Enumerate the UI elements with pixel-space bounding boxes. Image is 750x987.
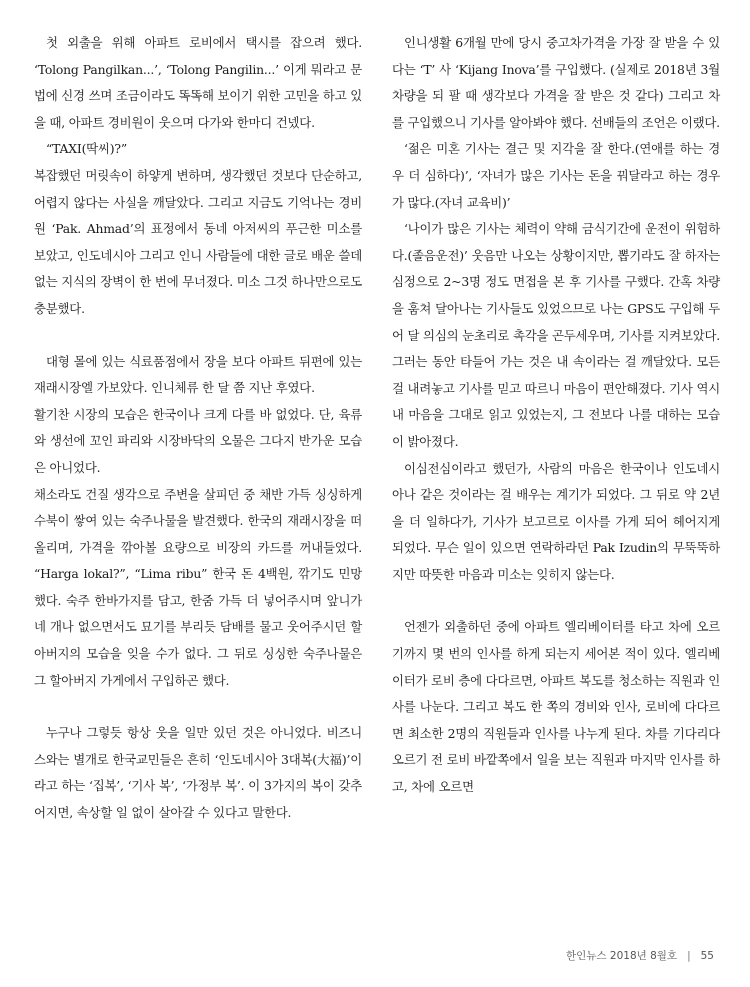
paragraph: 이심전심이라고 했던가, 사람의 마음은 한국이나 인도네시아나 같은 것이라는 걸 배우는 계기가 되었다. 그 뒤로 약 2년을 더 일하다가, 기사가 보고르로 이사를 가게 되어 헤어지게 되었다. 무슨 일이 있으면 연락하라던 Pak Izudin의 무뚝뚝하지만 따뜻한 마음과 미소는 잊히지 않는다. [392,460,720,582]
publication-name: 한인뉴스 2018년 8월호 [566,950,678,962]
paragraph: ‘나이가 많은 기사는 체력이 약해 금식기간에 운전이 위험하다.(졸음운전)’ 웃음만 나오는 상황이지만, 뽑기라도 잘 하자는 심정으로 2~3명 정도 면접을 본 후 기사를 구했다. 간혹 차량을 훔쳐 달아나는 기사들도 있었으므로 나는 GPS도 구입해 두어 달 의심의 눈초리로 촉각을 곤두세우며, 기사를 지켜보았다. 그러는 동안 타들어 가는 것은 내 속이라는 걸 깨달았다. 모든 걸 내려놓고 기사를 믿고 따르니 마음이 편안해졌다. 기사 역시 내 마음을 그대로 읽고 있었는지, 그 전보다 나를 대하는 모습이 밝아졌다. [392,221,720,449]
paragraph: 인니생활 6개월 만에 당시 중고차가격을 가장 잘 받을 수 있다는 ‘T’ 사 ‘Kijang Inova’를 구입했다. (실제로 2018년 3월 차량을 되 팔 때 생각보다 가격을 잘 받은 것 같다) 그리고 차를 구입했으니 기사를 알아봐야 했다. 선배들의 조언은 이랬다. [392,35,720,130]
paragraph: 첫 외출을 위해 아파트 로비에서 택시를 잡으려 했다. ‘Tolong Pangilkan...’, ‘Tolong Pangilin...’ 이게 뭐라고 문법에 신경 쓰며 조금이라도 똑똑해 보이기 위한 고민을 하고 있을 때, 아파트 경비원이 웃으며 다가와 한마디 건넸다. [34,35,362,130]
paragraph-quote: “TAXI(딱씨)?” [46,141,127,157]
paragraph: 채소라도 건질 생각으로 주변을 살피던 중 채반 가득 싱싱하게 수북이 쌓여 있는 숙주나물을 발견했다. 한국의 재래시장을 떠올리며, 가격을 깎아볼 요량으로 비장의 카드를 꺼내들었다. “Harga lokal?”, “Lima ribu” 한국 돈 4백원, 깎기도 민망했다. 숙주 한바가지를 담고, 한줌 가득 더 넣어주시며 앞니가 네 개나 없으면서도 묘기를 부리듯 담배를 물고 웃어주시던 할아버지의 모습을 잊을 수가 없다. 그 뒤로 싱싱한 숙주나물은 그 할아버지 가게에서 구입하곤 했다. [34,486,362,688]
page-number: 55 [700,950,714,962]
paragraph: 누구나 그렇듯 항상 웃을 일만 있던 것은 아니었다. 비즈니스와는 별개로 한국교민들은 흔히 ‘인도네시아 3대복(大福)’이라고 하는 ‘집복’, ‘기사 복’, ‘가정부 복’. 이 3가지의 복이 갖추어지면, 속상할 일 없이 살아갈 수 있다고 말한다. [34,725,362,821]
paragraph: 언젠가 외출하던 중에 아파트 엘리베이터를 타고 차에 오르기까지 몇 번의 인사를 하게 되는지 세어본 적이 있다. 엘리베이터가 로비 층에 다다르면, 아파트 복도를 청소하는 직원과 인사를 나눈다. 그리고 복도 한 쪽의 경비와 인사, 로비에 다다르면 최소한 2명의 직원들과 인사를 나누게 된다. 차를 기다리다 오르기 전 로비 바깥쪽에서 일을 보는 직원과 마지막 인사를 하고, 차에 오르면 [392,619,720,795]
page-footer [566,948,714,963]
paragraph: 복잡했던 머릿속이 하얗게 변하며, 생각했던 것보다 단순하고, 어렵지 않다는 사실을 깨달았다. 그리고 지금도 기억나는 경비원 ‘Pak. Ahmad’의 표정에서 동네 아저씨의 푸근한 미소를 보았고, 인도네시아 그리고 인니 사람들에 대한 글로 배운 쓸데없는 지식의 장벽이 한 번에 무너졌다. 미소 그것 하나만으로도 충분했다. [34,167,362,316]
section-gap [34,323,362,349]
right-column [392,30,720,801]
paragraph: ‘젊은 미혼 기사는 결근 및 지각을 잘 한다.(연애를 하는 경우 더 심하다)’, ‘자녀가 많은 기사는 돈을 꿔달라고 하는 경우가 많다.(자녀 교육비)’ [392,141,720,210]
section-gap [392,588,720,614]
footer-separator: | [687,950,691,962]
section-gap [34,694,362,720]
paragraph: 대형 몰에 있는 식료품점에서 장을 보다 아파트 뒤편에 있는 재래시장엘 가보았다. 인니체류 한 달 쯤 지난 후였다. [34,353,362,396]
left-column [34,30,362,827]
paragraph: 활기찬 시장의 모습은 한국이나 크게 다를 바 없었다. 단, 육류와 생선에 꼬인 파리와 시장바닥의 오물은 그다지 반가운 모습은 아니었다. [34,406,362,475]
